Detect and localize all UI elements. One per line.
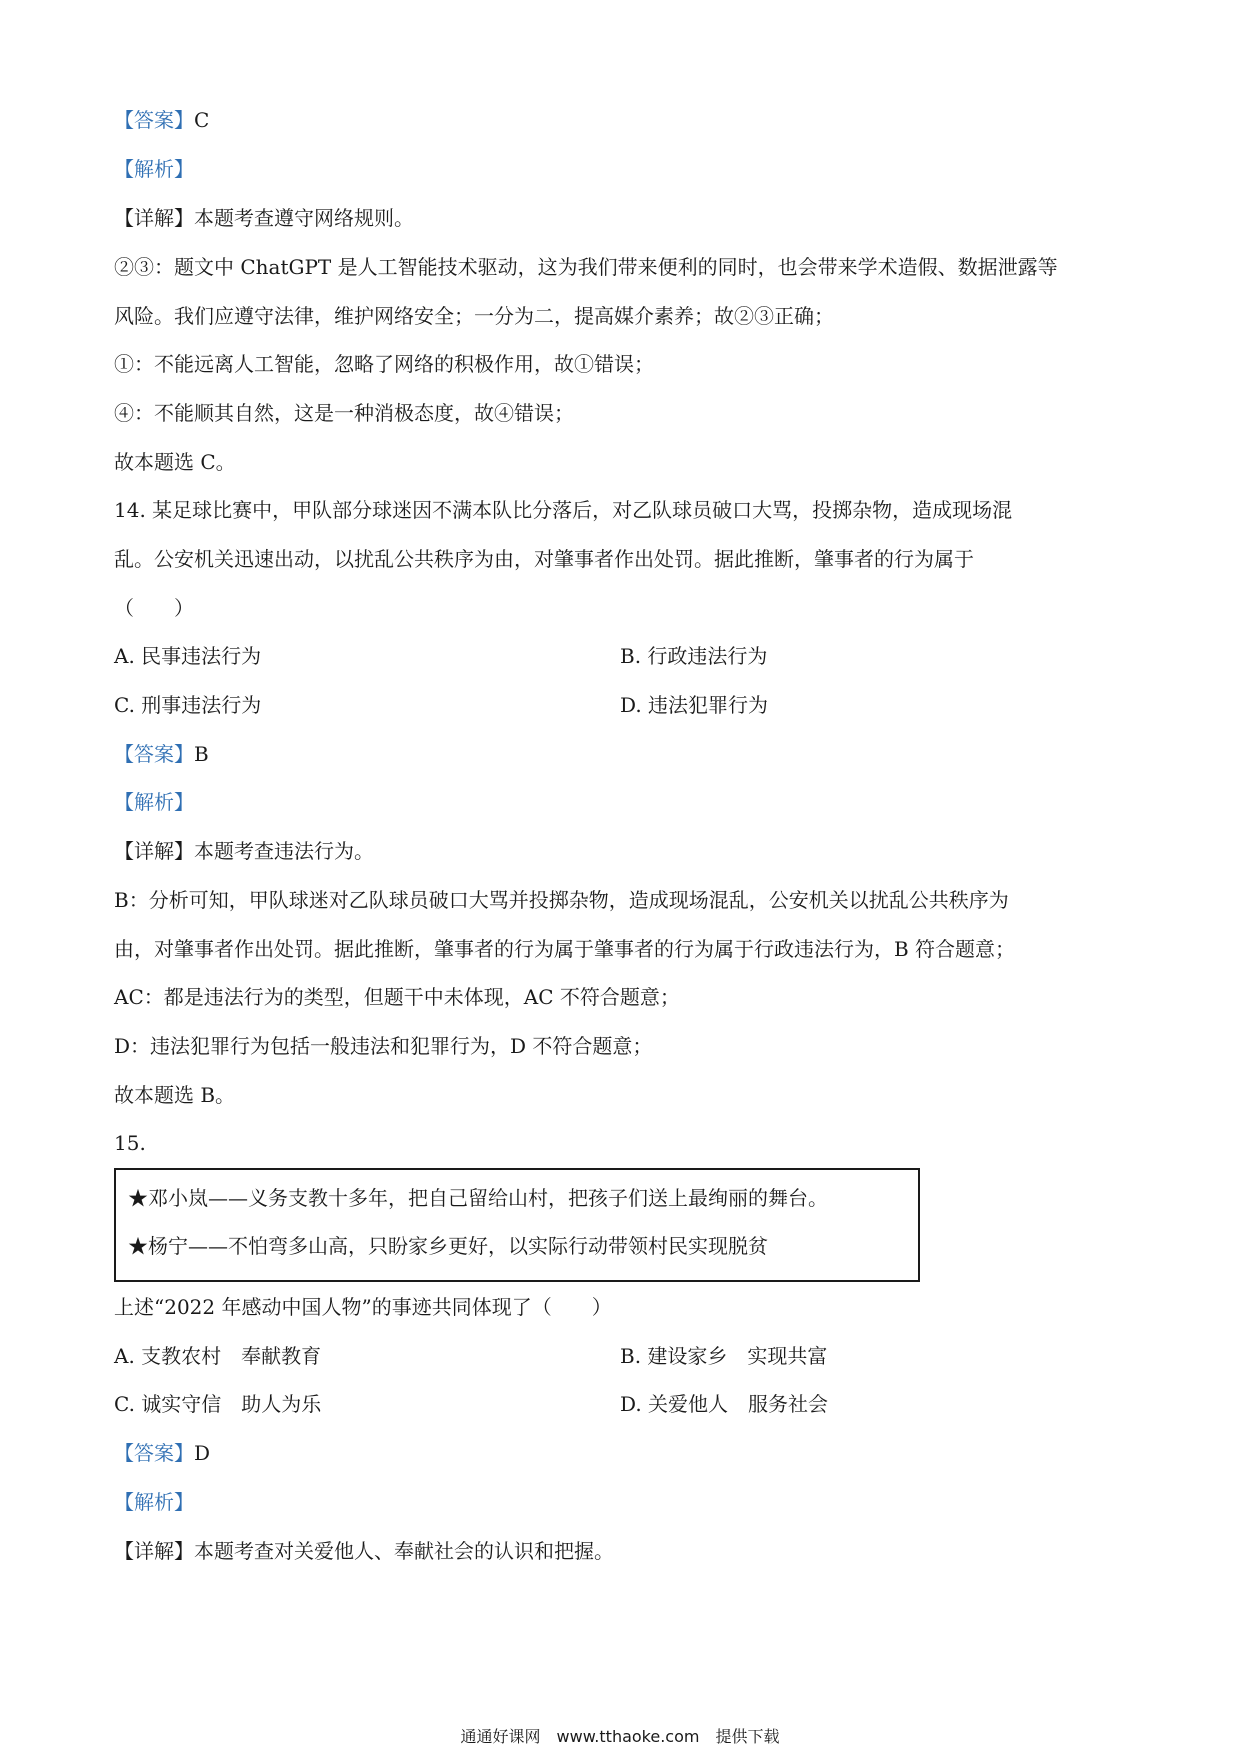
analysis-tag: 【解析】 xyxy=(114,790,194,814)
q15-material-box xyxy=(114,1168,920,1282)
q13-detail-line: 风险。我们应遵守法律，维护网络安全；一分为二，提高媒介素养；故②③正确； xyxy=(114,304,834,328)
page-footer: 通通好课网 www.tthaoke.com 提供下载 xyxy=(460,1727,780,1746)
q14-detail-line: B：分析可知，甲队球迷对乙队球员破口大骂并投掷杂物，造成现场混乱，公安机关以扰乱公共秩序为 xyxy=(114,888,1009,912)
q13-conclusion: 故本题选 C。 xyxy=(114,450,236,474)
q13-detail xyxy=(114,204,414,232)
q14-detail-line: AC：都是违法行为的类型，但题干中未体现，AC 不符合题意； xyxy=(114,985,680,1009)
q13-detail-line: ④：不能顺其自然，这是一种消极态度，故④错误； xyxy=(114,401,574,425)
q14-analysis xyxy=(114,788,194,816)
q15-stem: 上述“2022 年感动中国人物”的事迹共同体现了（ ） xyxy=(114,1295,612,1319)
q14-option-a: A. 民事违法行为 xyxy=(114,644,262,668)
q14-option-b: B. 行政违法行为 xyxy=(620,644,768,668)
detail-tag: 【详解】 xyxy=(114,206,194,230)
q15-answer xyxy=(114,1439,210,1467)
q13-detail-line: ①：不能远离人工智能，忽略了网络的积极作用，故①错误； xyxy=(114,352,654,376)
q13-analysis xyxy=(114,155,194,183)
detail-tag: 【详解】 xyxy=(114,1539,194,1563)
answer-value: B xyxy=(194,742,209,766)
detail-intro: 本题考查对关爱他人、奉献社会的认识和把握。 xyxy=(194,1539,614,1563)
q15-number: 15. xyxy=(114,1131,146,1155)
answer-value: C xyxy=(194,108,210,132)
q14-option-d: D. 违法犯罪行为 xyxy=(620,693,769,717)
q14-conclusion: 故本题选 B。 xyxy=(114,1083,236,1107)
q14-stem-line: 乱。公安机关迅速出动，以扰乱公共秩序为由，对肇事者作出处罚。据此推断，肇事者的行为属于 xyxy=(114,547,974,571)
answer-tag: 【答案】 xyxy=(114,1441,194,1465)
q14-stem-blank: （ ） xyxy=(114,596,194,620)
detail-intro: 本题考查遵守网络规则。 xyxy=(194,206,414,230)
q13-detail-line: ②③：题文中 ChatGPT 是人工智能技术驱动，这为我们带来便利的同时，也会带来学术造假、数据泄露等 xyxy=(114,255,1058,279)
analysis-tag: 【解析】 xyxy=(114,1490,194,1514)
q14-stem-line: 14. 某足球比赛中，甲队部分球迷因不满本队比分落后，对乙队球员破口大骂，投掷杂物，造成现场混 xyxy=(114,498,1013,522)
answer-tag: 【答案】 xyxy=(114,742,194,766)
detail-intro: 本题考查违法行为。 xyxy=(194,839,374,863)
q14-detail-line: 由，对肇事者作出处罚。据此推断，肇事者的行为属于肇事者的行为属于行政违法行为，B 符合题意； xyxy=(114,937,1016,961)
q14-detail xyxy=(114,837,374,865)
analysis-tag: 【解析】 xyxy=(114,157,194,181)
q13-answer xyxy=(114,106,209,134)
answer-tag: 【答案】 xyxy=(114,108,194,132)
answer-value: D xyxy=(194,1441,211,1465)
q14-answer xyxy=(114,740,209,768)
q15-option-b: B. 建设家乡 实现共富 xyxy=(620,1344,828,1368)
q15-option-c: C. 诚实守信 助人为乐 xyxy=(114,1392,322,1416)
q14-option-c: C. 刑事违法行为 xyxy=(114,693,262,717)
q15-detail xyxy=(114,1537,614,1565)
q14-detail-line: D：违法犯罪行为包括一般违法和犯罪行为，D 不符合题意； xyxy=(114,1034,653,1058)
q15-material-line: ★邓小岚——义务支教十多年，把自己留给山村，把孩子们送上最绚丽的舞台。 xyxy=(128,1186,828,1210)
q15-material-line: ★杨宁——不怕弯多山高，只盼家乡更好，以实际行动带领村民实现脱贫 xyxy=(128,1234,768,1258)
detail-tag: 【详解】 xyxy=(114,839,194,863)
q15-analysis xyxy=(114,1488,194,1516)
q15-option-d: D. 关爱他人 服务社会 xyxy=(620,1392,829,1416)
q15-option-a: A. 支教农村 奉献教育 xyxy=(114,1344,322,1368)
